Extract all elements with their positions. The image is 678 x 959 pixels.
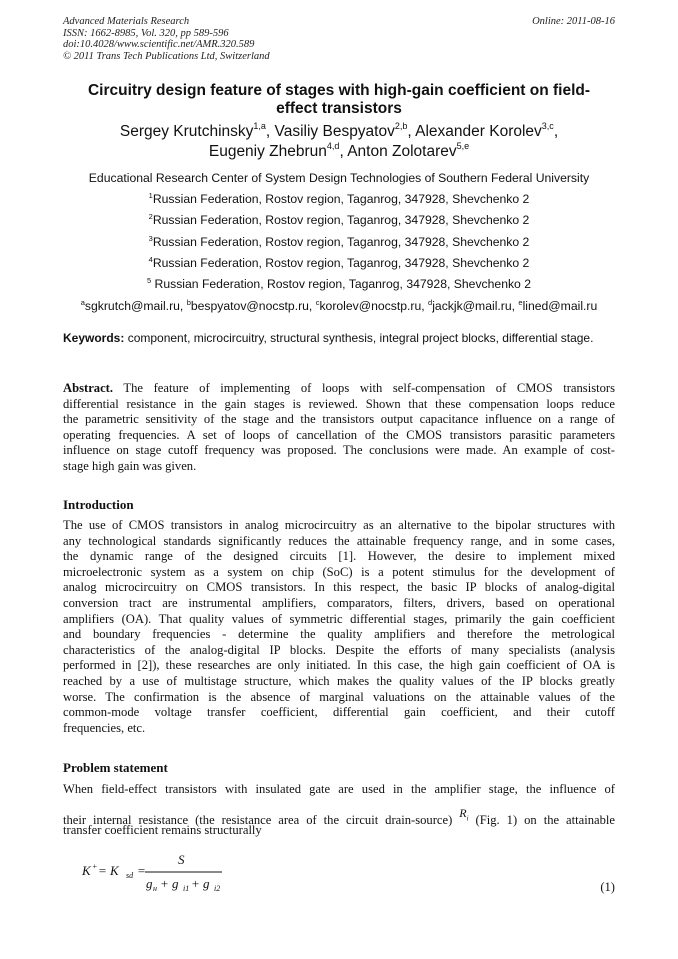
email-e-sup: e xyxy=(518,298,523,307)
author-2: , Vasiliy Bespyatov xyxy=(265,123,395,140)
affiliation-3 xyxy=(50,235,628,249)
email-b-sup: b xyxy=(186,298,191,307)
problem-text: (Fig. 1) on the attainable xyxy=(468,813,615,827)
intro-line: the dynamic range of the designed circuits [1]. However, the desire to implement mixed xyxy=(63,549,615,564)
journal-copyright: © 2011 Trans Tech Publications Ltd, Switzerland xyxy=(63,50,270,62)
equation-1 xyxy=(80,850,250,892)
online-date: Online: 2011-08-16 xyxy=(532,16,615,27)
email-b[interactable]: bespyatov@nocstp.ru, xyxy=(190,299,316,313)
intro-line: frequencies, etc. xyxy=(63,720,146,735)
author-1: Sergey Krutchinsky xyxy=(119,123,254,140)
problem-body-3 xyxy=(63,823,615,839)
affiliation-1-text: Russian Federation, Rostov region, Taganrog, 347928, Shevchenko 2 xyxy=(152,192,530,206)
journal-name: Advanced Materials Research xyxy=(63,16,190,27)
affiliation-main: Educational Research Center of System Design Technologies of Southern Federal University xyxy=(88,171,590,185)
intro-line: The use of CMOS transistors in analog microcircuitry as an alternative to the bipolar structures with xyxy=(63,518,615,532)
intro-line: analog microcircuitry on CMOS transistors. In this respect, the basic IP blocks of analog-digital xyxy=(63,580,615,595)
intro-line: common-mode voltage transfer coefficient, differential gain coefficient, and their cutoff xyxy=(63,705,615,720)
abstract-label: Abstract. xyxy=(63,381,114,395)
intro-line: and boundary frequencies - determine the quality amplifiers and therefore the metrological xyxy=(63,627,615,642)
eq-mid-sub: sd xyxy=(126,871,134,880)
affiliation-2 xyxy=(50,213,628,227)
affiliation-5-text: Russian Federation, Rostov region, Taganrog, 347928, Shevchenko 2 xyxy=(151,277,532,291)
intro-line: amplifiers (OA). That quality values of symmetric differential stages, primarily the gain coefficient xyxy=(63,611,615,626)
eq-den-sub2: i1 xyxy=(183,884,190,892)
problem-text: their internal resistance (the resistance area of the circuit drain-source) xyxy=(63,813,460,827)
title-line-2: effect transistors xyxy=(276,100,402,117)
abstract-line: operating frequencies. A set of loops of cancellation of the CMOS transistors parasitic parameters xyxy=(63,427,615,442)
keywords-label: Keywords: xyxy=(63,331,125,345)
authors-line-1 xyxy=(63,122,615,142)
eq-equals: = xyxy=(137,863,146,878)
problem-line xyxy=(63,806,615,827)
journal-issn: ISSN: 1662-8985, Vol. 320, pp 589-596 xyxy=(63,27,229,39)
problem-line: transfer coefficient remains structurally xyxy=(63,823,262,837)
eq-den-g1: g xyxy=(146,876,153,891)
title-line-1: Circuitry design feature of stages with high-gain coefficient on field- xyxy=(87,82,591,99)
affiliation-4-sup: 4 xyxy=(148,255,153,264)
abstract-line xyxy=(63,381,615,397)
intro-line: microelectronic system as a system on chip (SoC) is a potent stimulus for the development of xyxy=(63,564,615,579)
eq-mid: = K xyxy=(98,863,119,878)
affiliation-5-sup: 5 xyxy=(146,276,152,285)
abstract-text: The feature of implementing of loops with self-compensation of CMOS transistors xyxy=(113,381,615,395)
email-c[interactable]: korolev@nocstp.ru, xyxy=(319,299,429,313)
intro-line: conversion tract are instrumental amplifiers, comparators, filters, drivers, based on operational xyxy=(63,595,615,610)
problem-heading: Problem statement xyxy=(63,760,168,775)
problem-body xyxy=(63,782,615,798)
author-4-sup: 4,d xyxy=(326,141,340,151)
introduction-body xyxy=(63,518,615,736)
author-5-sup: 5,e xyxy=(456,141,470,151)
email-list xyxy=(50,299,628,313)
keywords-text: component, microcircuitry, structural synthesis, integral project blocks, differential stage. xyxy=(124,331,594,345)
affiliation-1-sup: 1 xyxy=(148,191,153,200)
author-3: , Alexander Korolev xyxy=(407,123,542,140)
author-3-sup: 3,c xyxy=(541,121,554,131)
equation-number: (1) xyxy=(600,880,615,894)
intro-line: worse. The confirmation is the absence of marginal valuations on the attainable values of the xyxy=(63,689,615,704)
eq-den-plus2: + g xyxy=(191,876,210,891)
authors-line-2 xyxy=(63,142,615,162)
affiliation-4 xyxy=(50,256,628,270)
author-4: Eugeniy Zhebrun xyxy=(208,143,327,160)
affiliation-3-text: Russian Federation, Rostov region, Taganrog, 347928, Shevchenko 2 xyxy=(152,235,530,249)
author-1-sup: 1,a xyxy=(253,121,266,131)
eq-lhs-sup: + xyxy=(92,862,98,871)
author-5: , Anton Zolotarev xyxy=(339,143,457,160)
email-c-sup: c xyxy=(315,298,320,307)
eq-den-sub3: i2 xyxy=(214,884,221,892)
email-d-sup: d xyxy=(428,298,433,307)
affiliation-4-text: Russian Federation, Rostov region, Taganrog, 347928, Shevchenko 2 xyxy=(152,256,530,270)
eq-numerator: S xyxy=(178,852,185,867)
journal-header xyxy=(63,16,270,62)
affiliation-2-text: Russian Federation, Rostov region, Taganrog, 347928, Shevchenko 2 xyxy=(152,213,530,227)
abstract-line: differential resistance in the gain stages is reviewed. Shown that these compensation loops reduce xyxy=(63,396,615,411)
email-d[interactable]: jackjk@mail.ru, xyxy=(432,299,519,313)
intro-line: performed in [2]), these researches are only initiated. In this case, the high gain coefficient of OA is xyxy=(63,658,615,673)
author-2-sup: 2,b xyxy=(394,121,408,131)
ri-letter: R xyxy=(459,806,467,820)
eq-den-sub1: н xyxy=(153,884,157,892)
affiliation-5 xyxy=(50,277,628,291)
abstract-line: influence on stage cutoff frequency was proposed. The conclusions were made. An example of cost- xyxy=(63,443,615,458)
affiliation-3-sup: 3 xyxy=(148,234,153,243)
introduction-heading: Introduction xyxy=(63,497,134,512)
intro-line: characteristics of the analog-digital IP blocks. Despite the efforts of many specialists (analysis xyxy=(63,642,615,657)
problem-line: When field-effect transistors with insulated gate are used in the amplifier stage, the influence of xyxy=(63,782,615,796)
intro-line: reached by a use of multistage structure, which makes the quality values of the IP blocks greatly xyxy=(63,673,615,688)
abstract-line: stage high gain was given. xyxy=(63,458,197,473)
author-3-comma: , xyxy=(553,123,559,140)
affiliation-2-sup: 2 xyxy=(148,212,153,221)
problem-body-2 xyxy=(63,806,615,827)
abstract xyxy=(63,381,615,475)
eq-den-plus1: + g xyxy=(160,876,179,891)
author-list xyxy=(63,122,615,162)
email-a-sup: a xyxy=(80,298,85,307)
abstract-line: the parametric sensitivity of the stage and the transistors output capacitance influence on a range of xyxy=(63,412,615,427)
keywords xyxy=(63,331,615,346)
eq-lhs: K xyxy=(82,863,91,878)
email-a[interactable]: sgkrutch@mail.ru, xyxy=(84,299,187,313)
email-e[interactable]: lined@mail.ru xyxy=(522,299,598,313)
journal-doi: doi:10.4028/www.scientific.net/AMR.320.589 xyxy=(63,39,255,50)
intro-line: any technological standards significantly reduces the attainable frequency range, and in some cases, xyxy=(63,533,615,548)
ri-subscript: i xyxy=(466,814,469,823)
affiliation-1 xyxy=(50,192,628,206)
paper-title xyxy=(63,82,615,118)
